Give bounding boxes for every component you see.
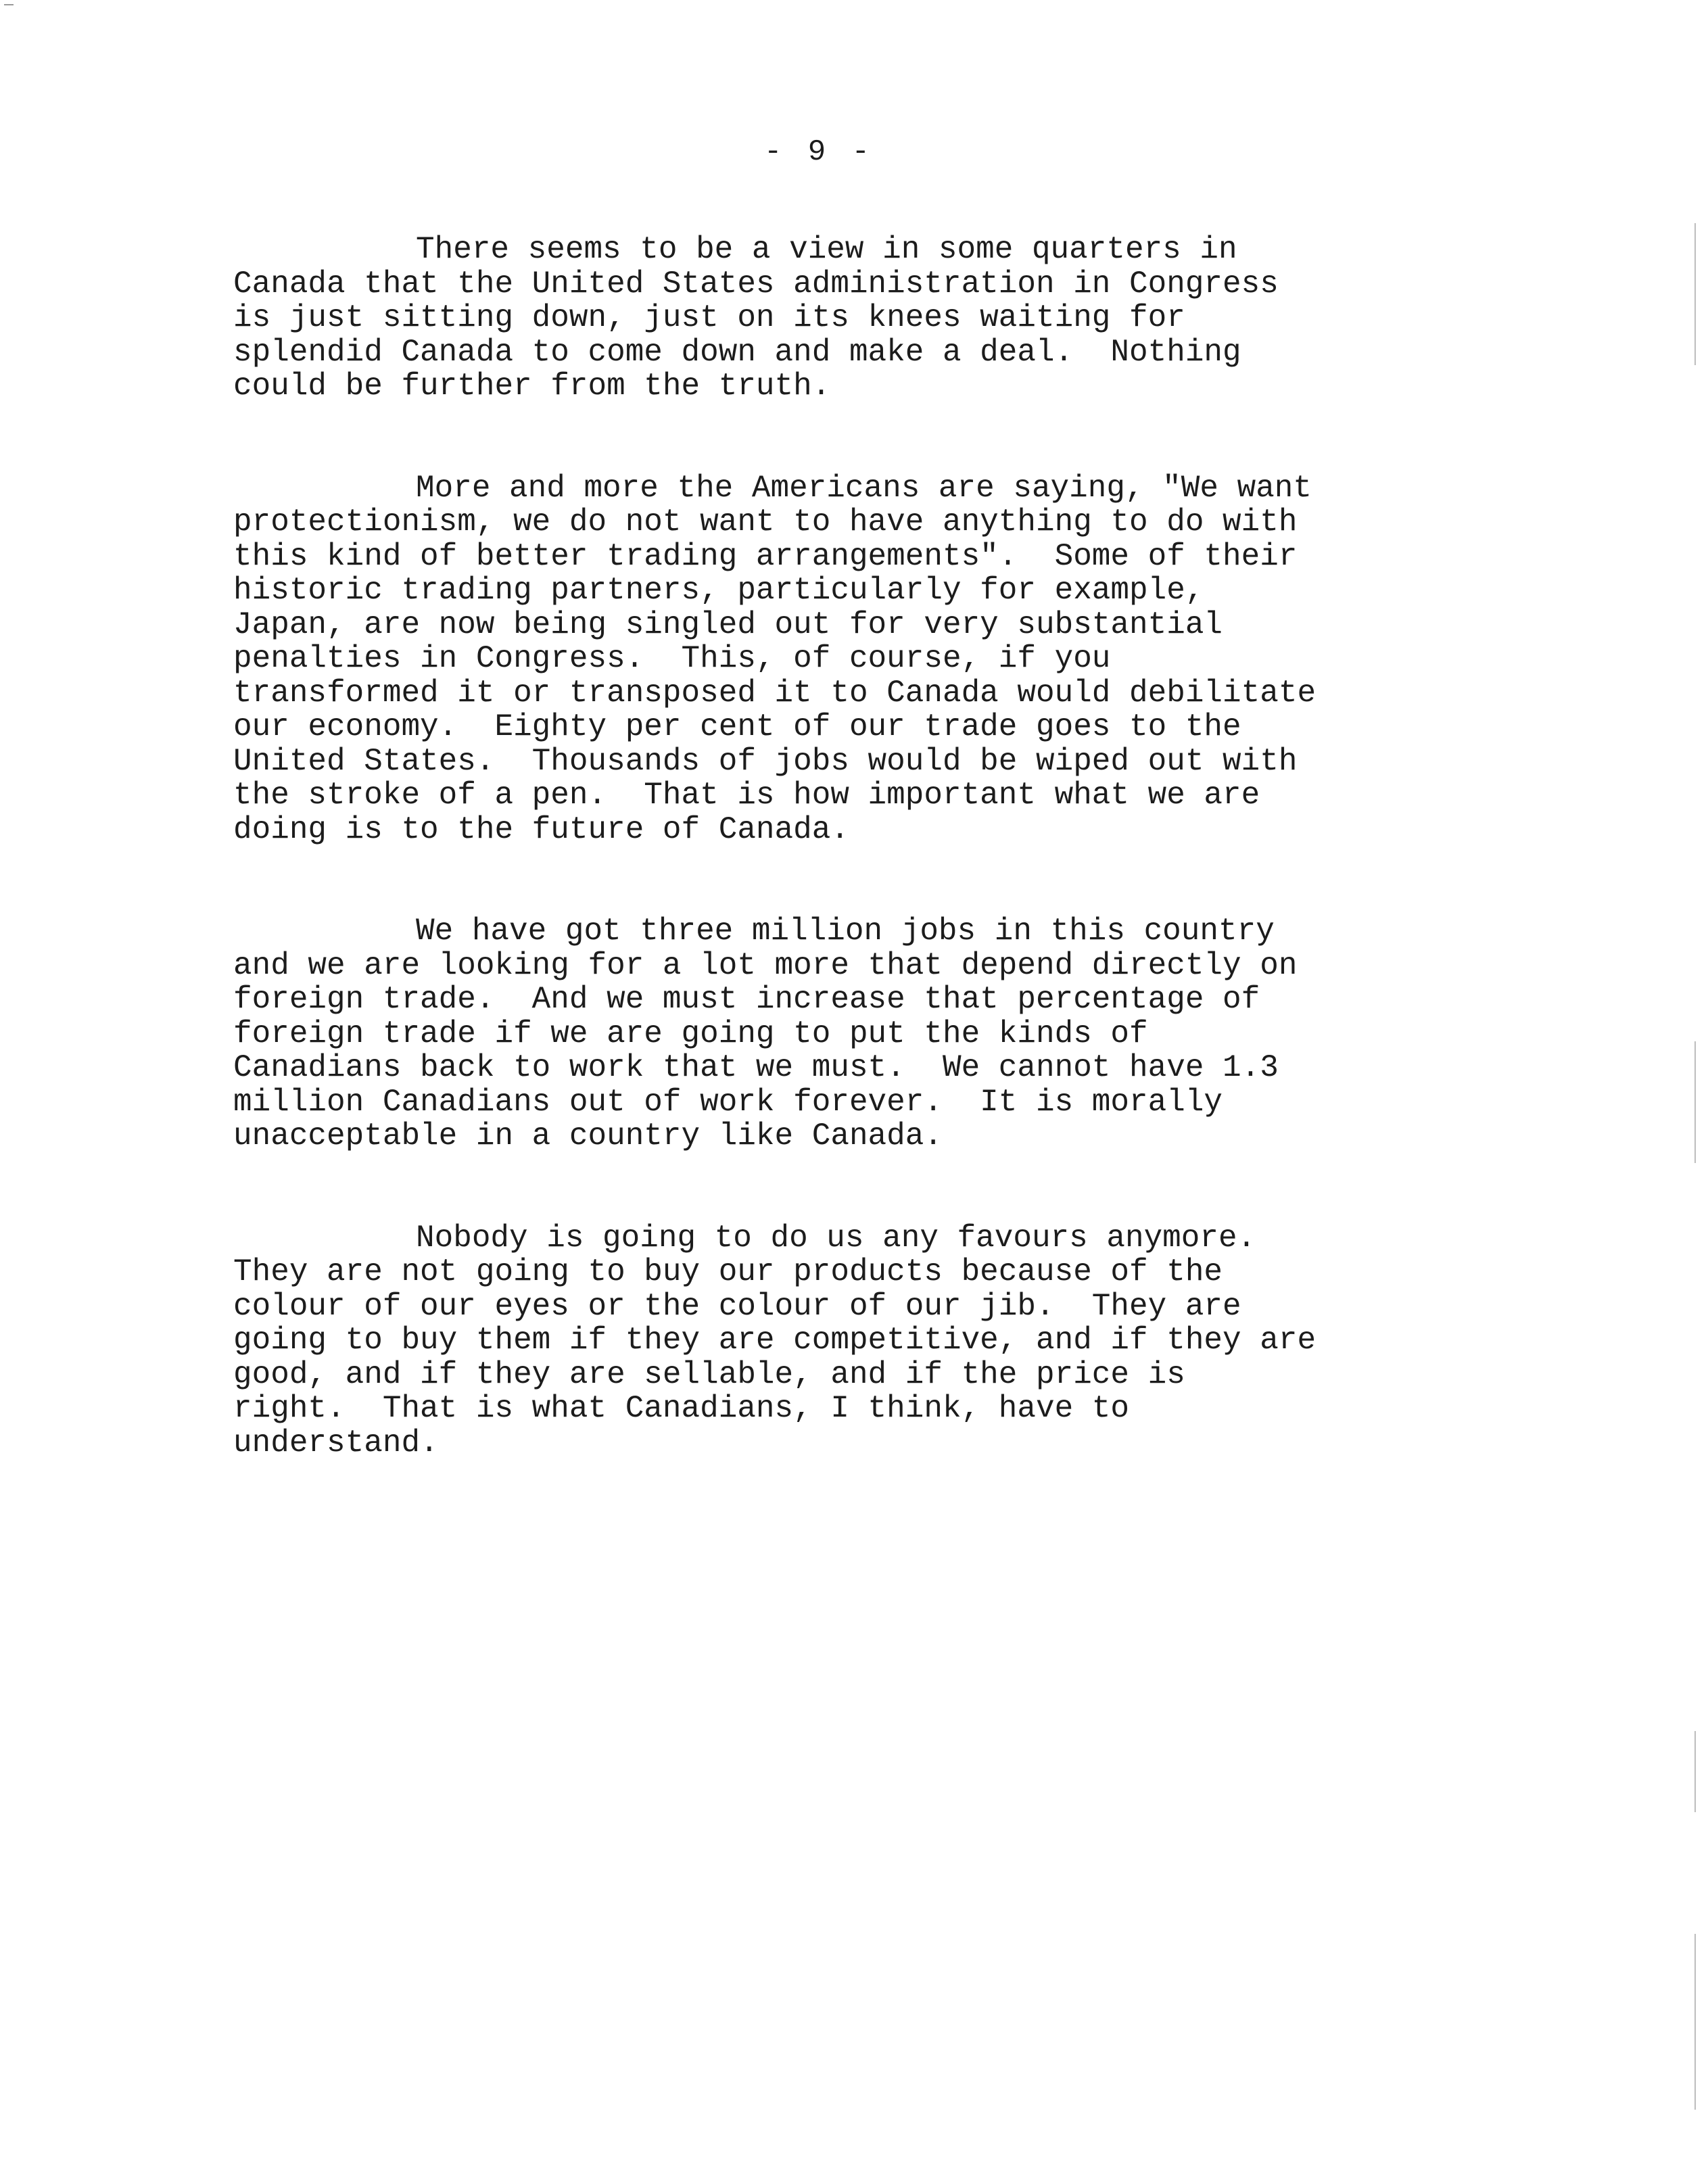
text-line: Canadians back to work that we must. We cannot have 1.3 (233, 1050, 1279, 1085)
body-text (233, 233, 1491, 1527)
text-line: Nobody is going to do us any favours anymore. (416, 1220, 1256, 1256)
scan-edge-mark (1694, 223, 1696, 365)
text-line: Canada that the United States administration in Congress (233, 266, 1279, 302)
paragraph-3 (233, 914, 1491, 1154)
text-line: going to buy them if they are competitive, and if they are (233, 1323, 1316, 1358)
text-line: foreign trade. And we must increase that percentage of (233, 982, 1260, 1017)
text-line: million Canadians out of work forever. It is morally (233, 1084, 1223, 1120)
text-line: right. That is what Canadians, I think, have to (233, 1391, 1130, 1426)
paragraph-4 (233, 1221, 1491, 1461)
paragraph-1 (233, 233, 1491, 404)
text-line: historic trading partners, particularly for example, (233, 573, 1204, 608)
text-line: understand. (233, 1425, 439, 1461)
text-line: the stroke of a pen. That is how important what we are (233, 778, 1260, 813)
page-number: - 9 - (764, 135, 874, 169)
text-line: could be further from the truth. (233, 369, 831, 404)
text-line: foreign trade if we are going to put the kinds of (233, 1016, 1148, 1051)
paragraph-2 (233, 471, 1491, 847)
text-line: They are not going to buy our products because of the (233, 1254, 1223, 1289)
scan-corner-mark (4, 4, 14, 12)
scan-edge-mark (1694, 1934, 1696, 2110)
scan-edge-mark (1694, 1731, 1696, 1812)
text-line: protectionism, we do not want to have anything to do with (233, 504, 1298, 540)
text-line: transformed it or transposed it to Canada would debilitate (233, 675, 1316, 711)
text-line: unacceptable in a country like Canada. (233, 1118, 943, 1154)
scan-edge-mark (1694, 1041, 1696, 1163)
text-line: splendid Canada to come down and make a deal. Nothing (233, 334, 1241, 370)
text-line: penalties in Congress. This, of course, if you (233, 641, 1111, 676)
text-line: We have got three million jobs in this country (416, 914, 1275, 949)
text-line: and we are looking for a lot more that depend directly on (233, 947, 1298, 983)
text-line: doing is to the future of Canada. (233, 811, 849, 847)
text-line: More and more the Americans are saying, "We want (416, 470, 1312, 506)
text-line: our economy. Eighty per cent of our trade goes to the (233, 709, 1241, 744)
text-line: There seems to be a view in some quarters in (416, 232, 1237, 267)
text-line: good, and if they are sellable, and if the price is (233, 1356, 1185, 1392)
text-line: this kind of better trading arrangements". Some of their (233, 538, 1298, 574)
text-line: Japan, are now being singled out for very substantial (233, 607, 1223, 642)
text-line: United States. Thousands of jobs would be wiped out with (233, 743, 1298, 779)
text-line: is just sitting down, just on its knees waiting for (233, 300, 1185, 335)
text-line: colour of our eyes or the colour of our jib. They are (233, 1288, 1241, 1324)
